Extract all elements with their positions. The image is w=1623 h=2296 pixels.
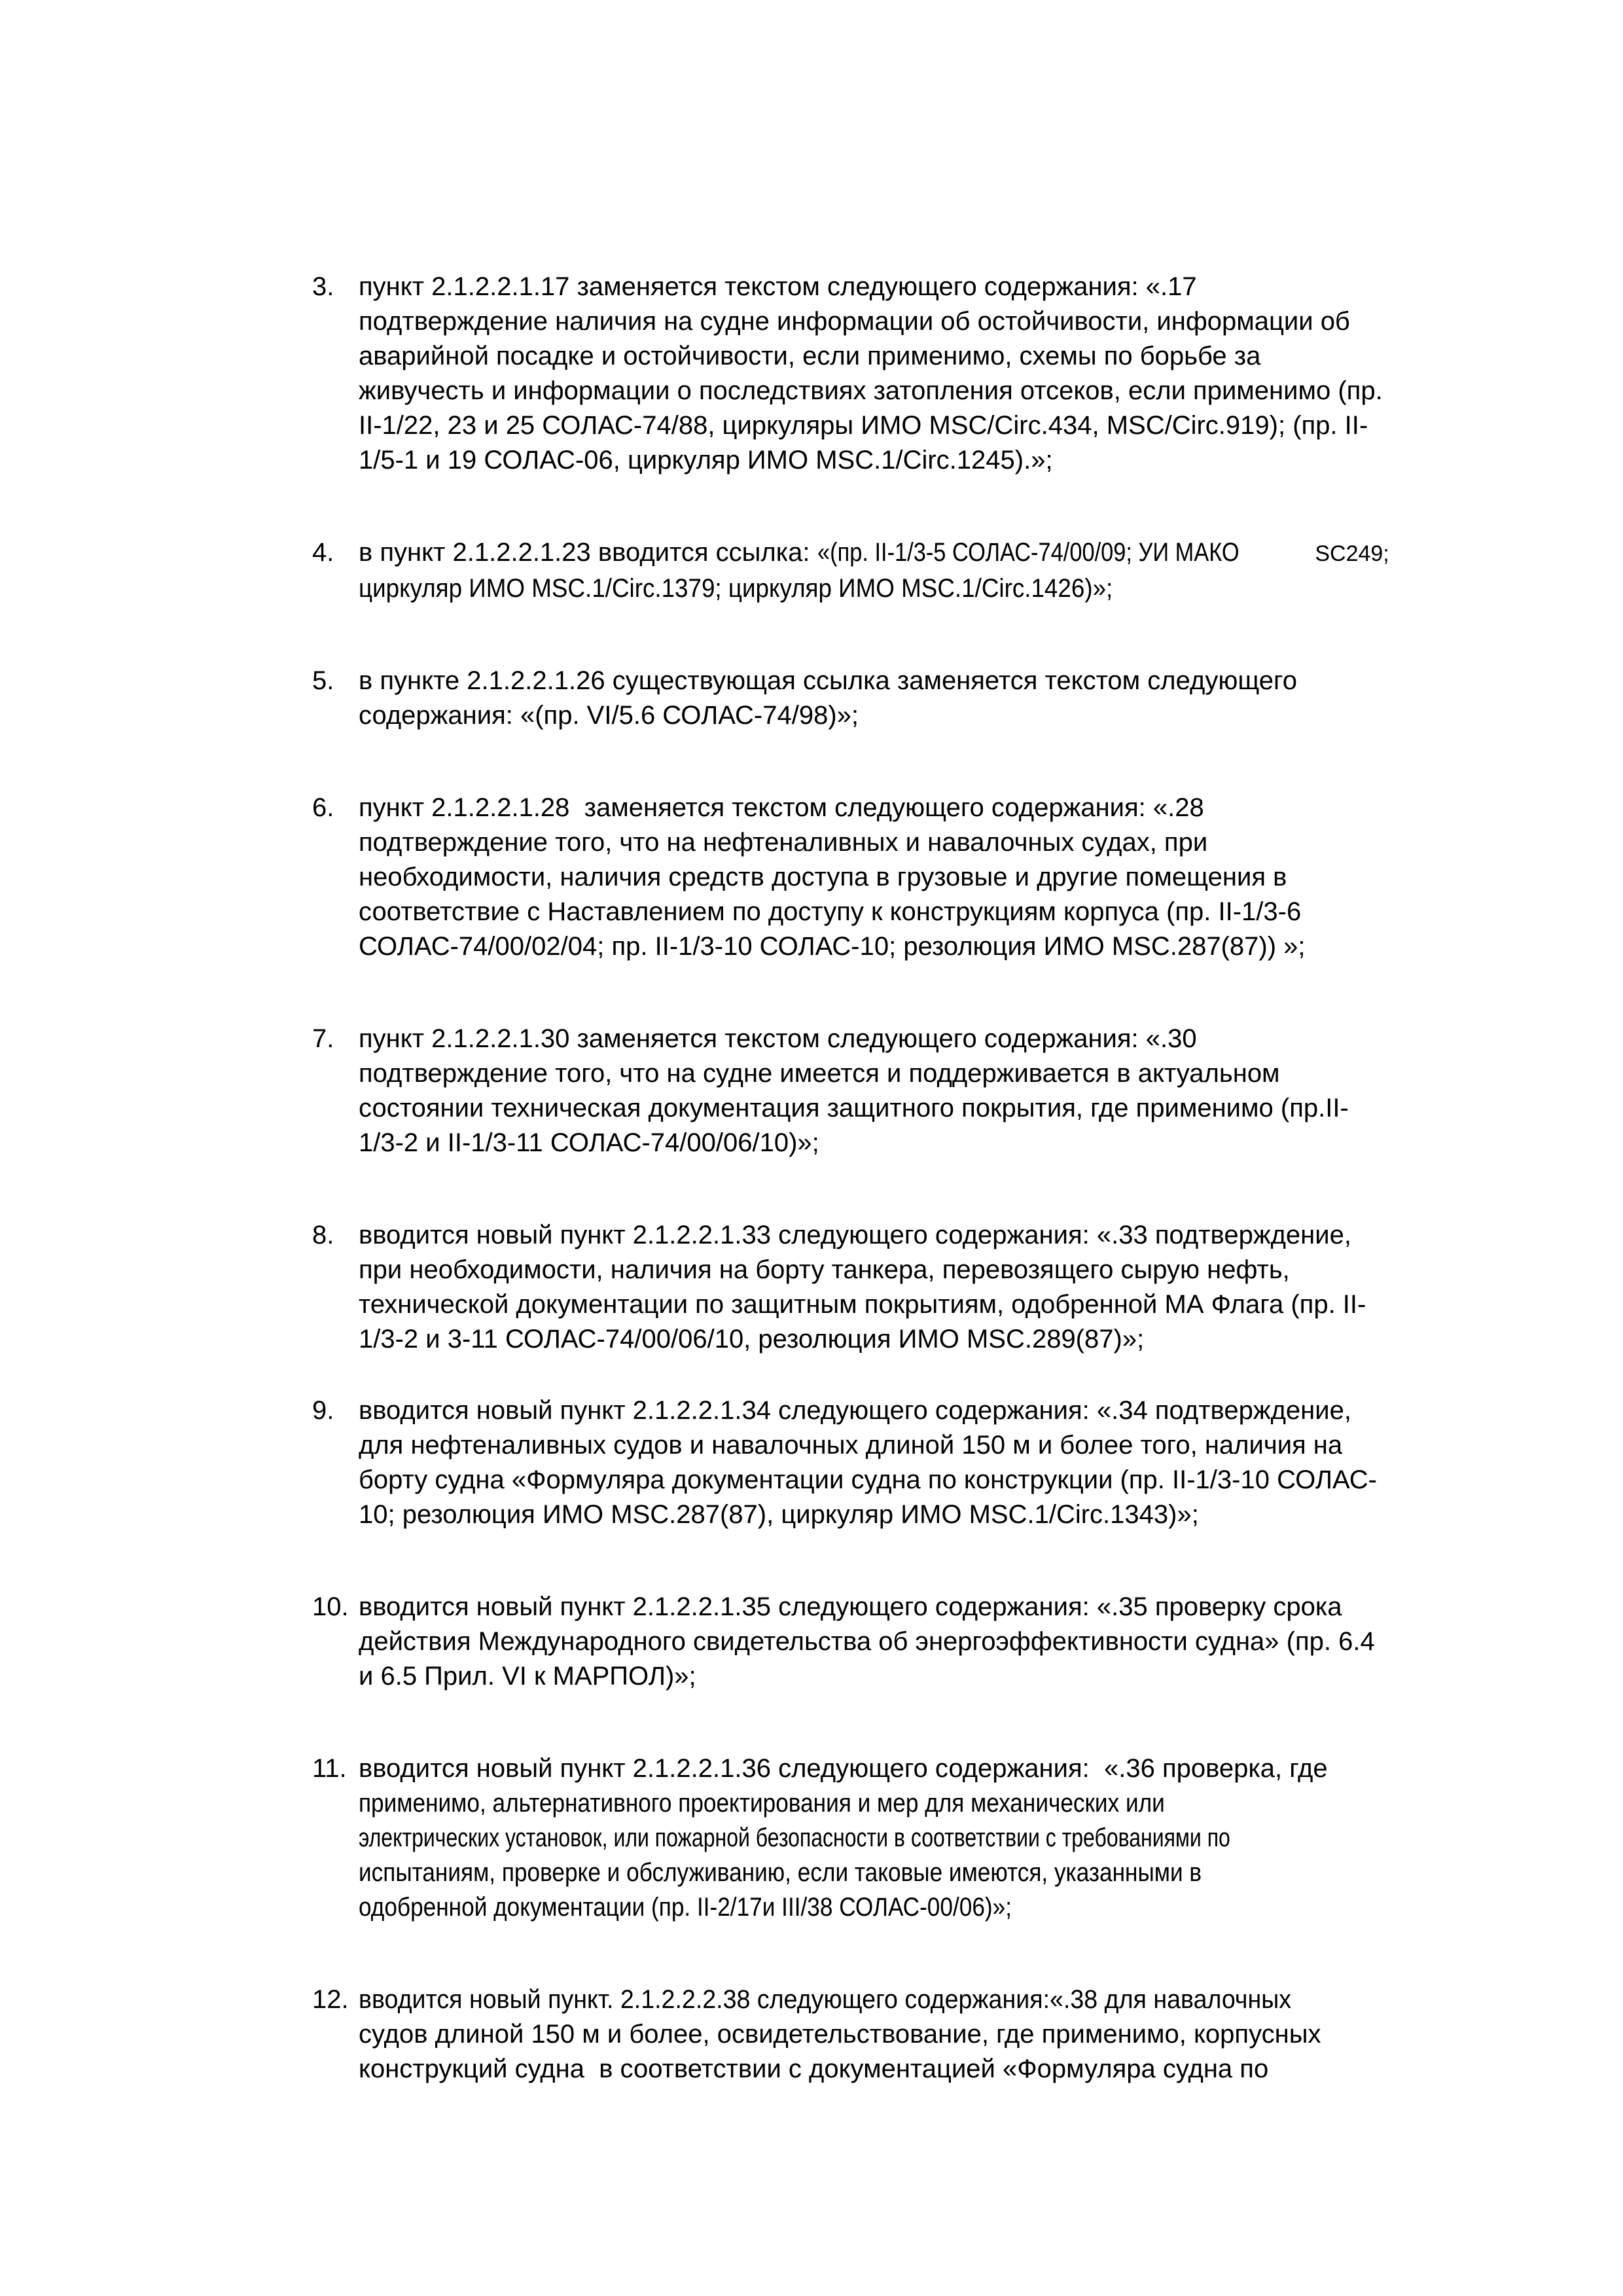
item-number: 12.	[312, 1985, 349, 2014]
item-text	[359, 535, 1425, 606]
text-line: состоянии техническая документация защитного покрытия, где применимо (пр.II-	[359, 1094, 1349, 1122]
item-number: 8.	[312, 1221, 334, 1249]
text-line: СОЛАС-74/00/02/04; пр. II-1/3-10 СОЛАС-10; резолюция ИМО MSC.287(87)) »;	[359, 932, 1306, 961]
text-line: электрических установок, или пожарной безопасности в соответствии с требованиями по	[359, 1823, 1230, 1852]
text-line: в пункте 2.1.2.2.1.26 существующая ссылка заменяется текстом следующего	[359, 666, 1298, 695]
item-number: 5.	[312, 666, 334, 695]
list-item-12	[312, 1982, 1425, 2087]
text-line: для нефтеналивных судов и навалочных длиной 150 м и более того, наличия на	[359, 1431, 1343, 1460]
text-line: II-1/22, 23 и 25 СОЛАС-74/88, циркуляры ИМО MSC/Circ.434, MSC/Circ.919); (пр. II-	[359, 411, 1368, 440]
text-line: одобренной документации (пр. II-2/17и III/38 СОЛАС-00/06)»;	[359, 1893, 1012, 1922]
text-line: необходимости, наличия средств доступа в грузовые и другие помещения в	[359, 863, 1287, 891]
text-line: подтверждение того, что на судне имеется и поддерживается в актуальном	[359, 1059, 1280, 1088]
text-line: 1/3-2 и 3-11 СОЛАС-74/00/06/10, резолюция ИМО MSC.289(87)»;	[359, 1325, 1145, 1354]
item-text	[359, 664, 1425, 733]
text-line: технической документации по защитным покрытиям, одобренной МА Флага (пр. II-	[359, 1290, 1366, 1319]
item-text	[359, 270, 1425, 478]
text-line	[359, 535, 1425, 571]
item-text	[359, 1982, 1425, 2087]
list-item-6	[312, 791, 1425, 964]
text-line: содержания: «(пр. VI/5.6 СОЛАС-74/98)»;	[359, 701, 859, 730]
text-line: вводится новый пункт 2.1.2.2.1.33 следующего содержания: «.33 подтверждение,	[359, 1221, 1351, 1249]
item-number: 9.	[312, 1396, 334, 1425]
list-item-3	[312, 270, 1425, 478]
item-number: 3.	[312, 272, 334, 301]
item-text	[359, 1393, 1425, 1532]
item-number: 4.	[312, 538, 334, 567]
text-line: испытаниям, проверке и обслуживанию, если таковые имеются, указанными в	[359, 1858, 1202, 1887]
list-item-9	[312, 1393, 1425, 1532]
text-line: 1/3-2 и II-1/3-11 СОЛАС-74/00/06/10)»;	[359, 1128, 819, 1157]
text-line: применимо, альтернативного проектирования и мер для механических или	[359, 1789, 1165, 1818]
item-text	[359, 1751, 1425, 1925]
text-line: живучесть и информации о последствиях затопления отсеков, если применимо (пр.	[359, 376, 1383, 405]
text-line: 1/5-1 и 19 СОЛАС-06, циркуляр ИМО MSC.1/Circ.1245).»;	[359, 446, 1053, 475]
text-line: подтверждение того, что на нефтеналивных и навалочных судах, при	[359, 828, 1208, 857]
list-item-10	[312, 1590, 1425, 1694]
text-line: и 6.5 Прил. VI к МАРПОЛ)»;	[359, 1662, 696, 1691]
item-number: 10.	[312, 1592, 349, 1621]
list-item-5	[312, 664, 1425, 733]
list-item-7	[312, 1022, 1425, 1160]
item-number: 7.	[312, 1024, 334, 1053]
text-run: в пункт 2.1.2.2.1.23 вводится ссылка:	[359, 538, 817, 567]
text-line: пункт 2.1.2.2.1.28 заменяется текстом следующего содержания: «.28	[359, 793, 1204, 822]
text-line: вводится новый пункт 2.1.2.2.1.35 следующего содержания: «.35 проверку срока	[359, 1592, 1342, 1621]
item-number: 6.	[312, 793, 334, 822]
item-text	[359, 1218, 1425, 1357]
list-item-4	[312, 535, 1425, 606]
numbered-list	[312, 270, 1425, 2144]
text-line: подтверждение наличия на судне информации об остойчивости, информации об	[359, 307, 1350, 336]
text-line: соответствие с Наставлением по доступу к конструкциям корпуса (пр. II-1/3-6	[359, 897, 1302, 926]
text-line: аварийной посадке и остойчивости, если применимо, схемы по борьбе за	[359, 342, 1261, 370]
text-line: пункт 2.1.2.2.1.17 заменяется текстом следующего содержания: «.17	[359, 272, 1197, 301]
text-line: конструкций судна в соответствии с документацией «Формуляра судна по	[359, 2054, 1269, 2083]
text-line: вводится новый пункт. 2.1.2.2.2.38 следующего содержания:«.38 для навалочных	[359, 1985, 1292, 2014]
text-line: 10; резолюция ИМО MSC.287(87), циркуляр ИМО MSC.1/Circ.1343)»;	[359, 1500, 1199, 1529]
text-run: «(пр. II-1/3-5 СОЛАС-74/00/09; УИ МАКО	[817, 538, 1245, 567]
text-line: действия Международного свидетельства об энергоэффективности судна» (пр. 6.4	[359, 1627, 1375, 1656]
text-line: вводится новый пункт 2.1.2.2.1.36 следующего содержания: «.36 проверка, где	[359, 1754, 1328, 1783]
text-line: пункт 2.1.2.2.1.30 заменяется текстом следующего содержания: «.30	[359, 1024, 1197, 1053]
text-line: циркуляр ИМО MSC.1/Circ.1379; циркуляр ИМО MSC.1/Circ.1426)»;	[359, 574, 1113, 603]
text-run: SC249;	[1315, 541, 1389, 566]
item-number: 11.	[312, 1754, 347, 1783]
item-text	[359, 1590, 1425, 1694]
text-line: при необходимости, наличия на борту танкера, перевозящего сырую нефть,	[359, 1255, 1290, 1284]
text-line: вводится новый пункт 2.1.2.2.1.34 следующего содержания: «.34 подтверждение,	[359, 1396, 1351, 1425]
list-item-11	[312, 1751, 1425, 1925]
item-text	[359, 1022, 1425, 1160]
item-text	[359, 791, 1425, 964]
text-line: борту судна «Формуляра документации судна по конструкции (пр. II-1/3-10 СОЛАС-	[359, 1465, 1377, 1494]
text-line: судов длиной 150 м и более, освидетельствование, где применимо, корпусных	[359, 2020, 1321, 2049]
list-item-8	[312, 1218, 1425, 1357]
